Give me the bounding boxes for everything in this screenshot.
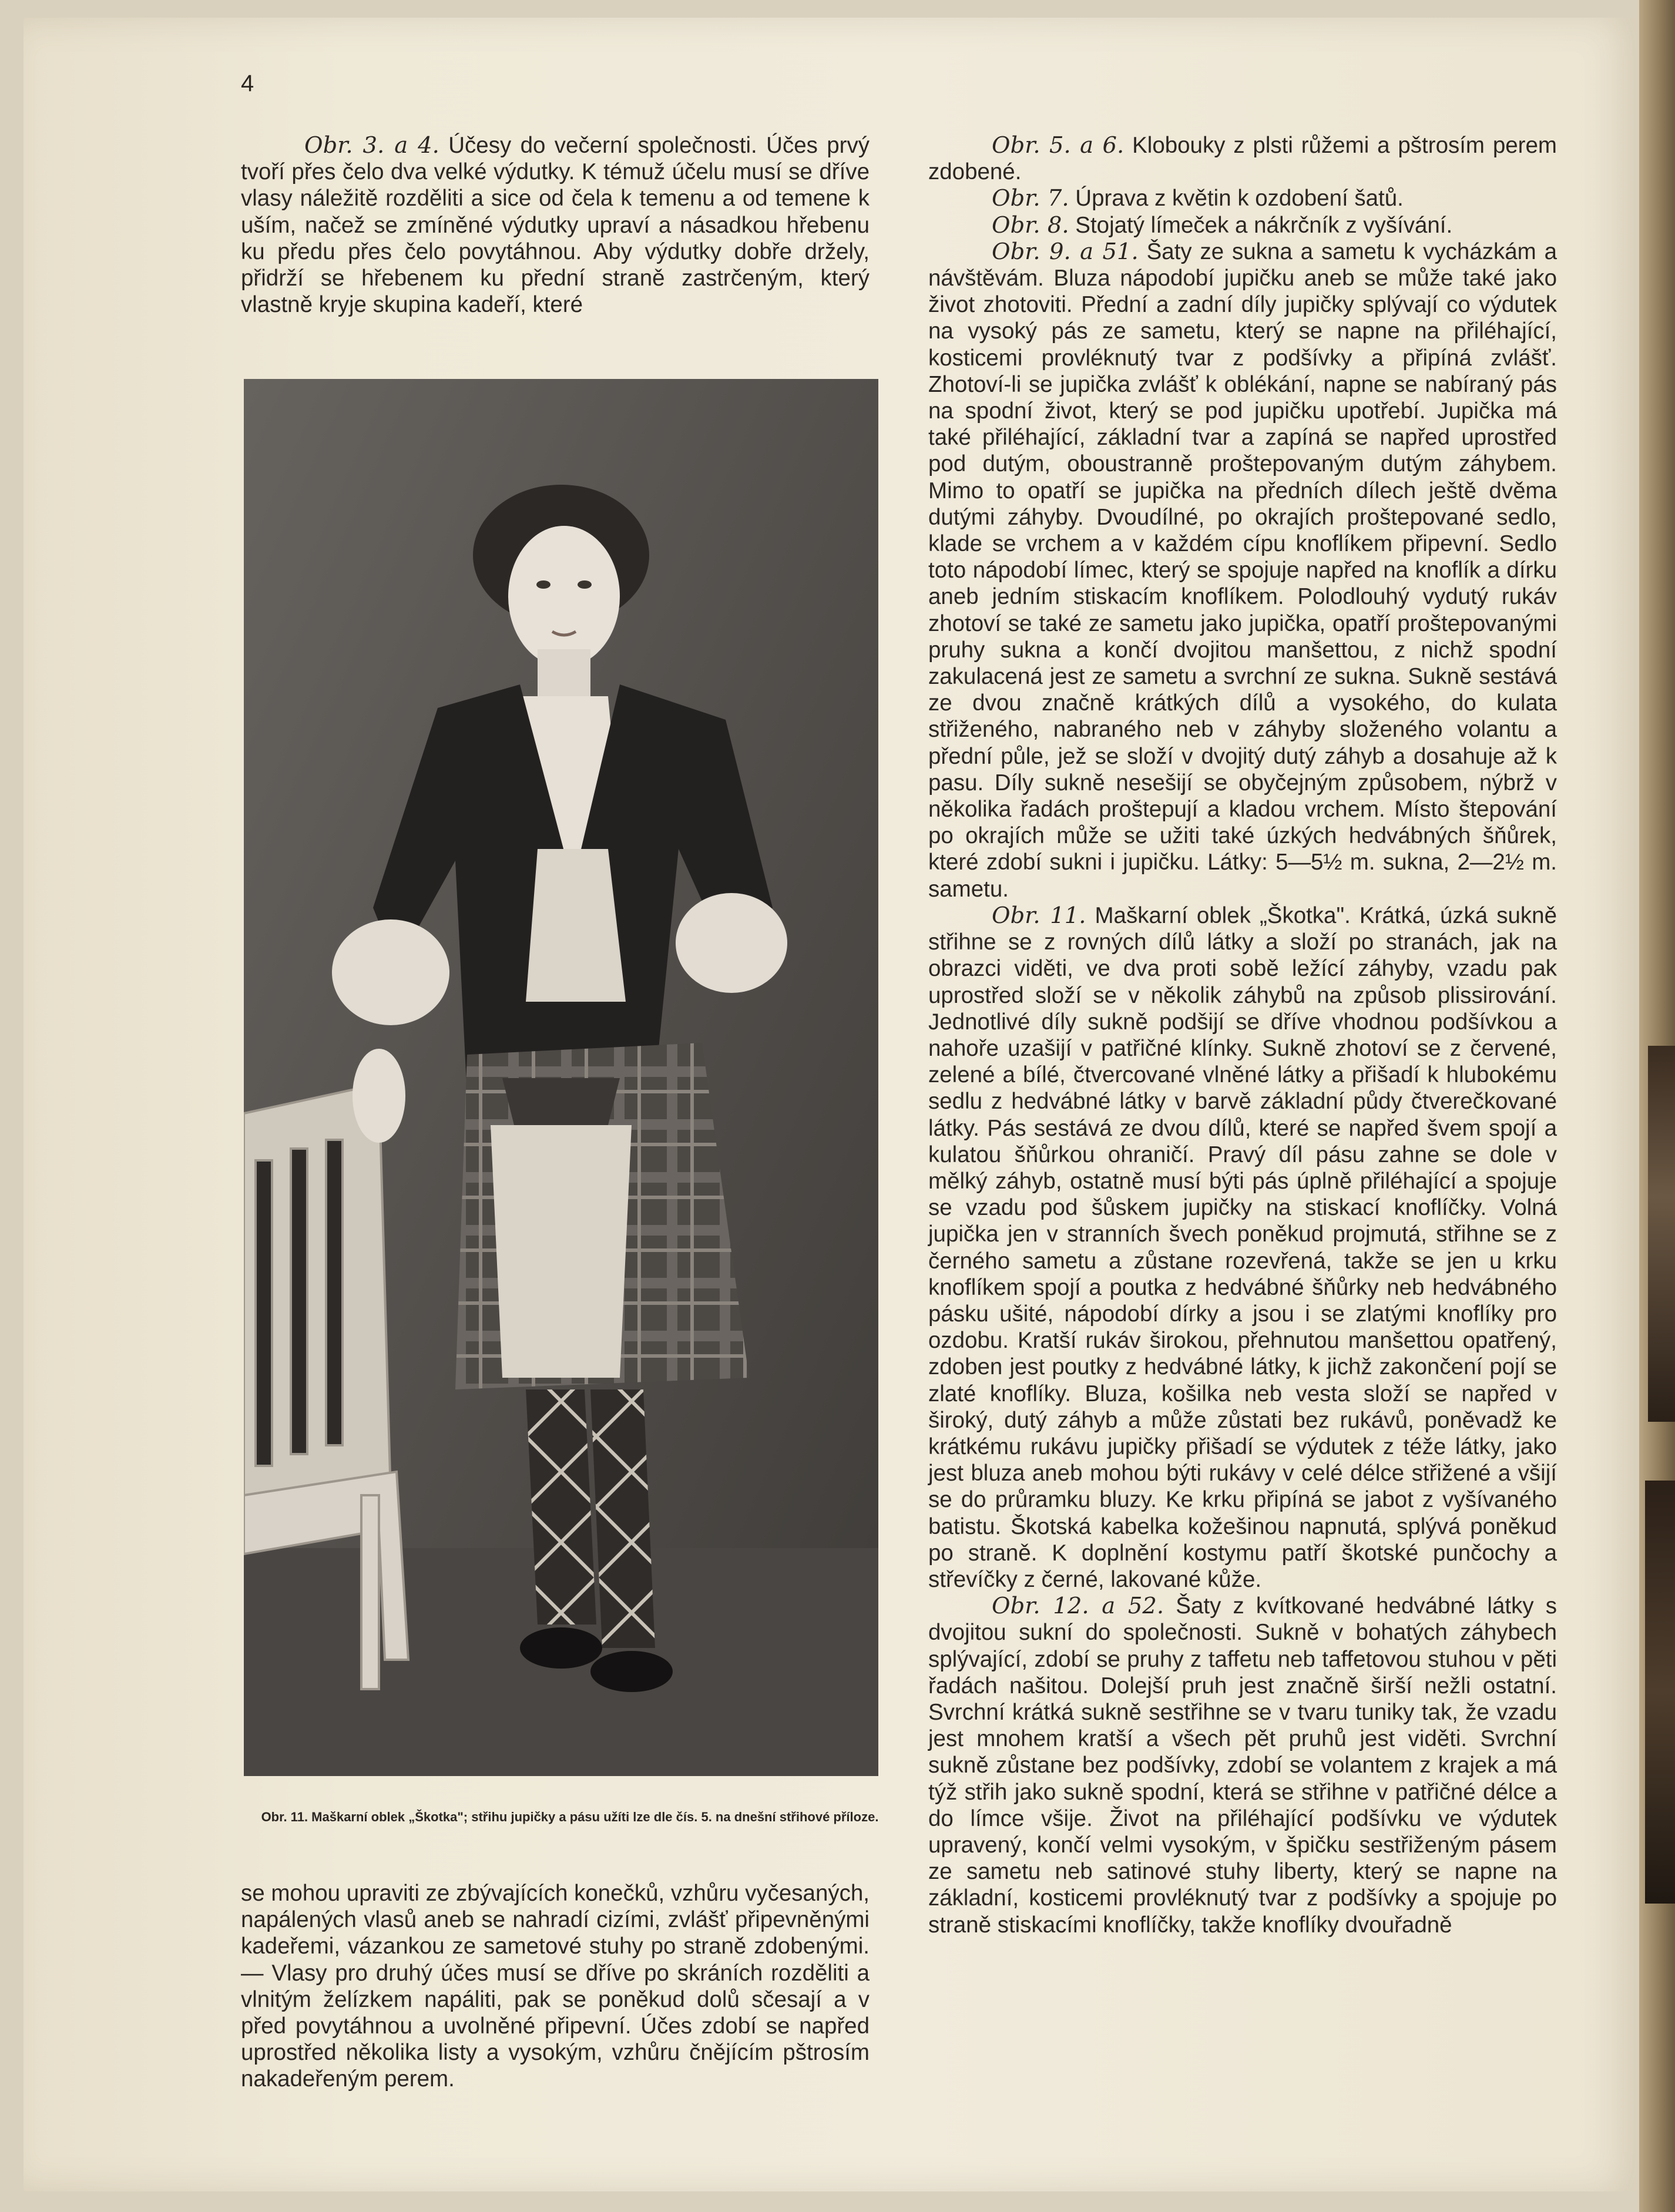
scottish-costume-illustration <box>244 379 878 1776</box>
adjacent-page-photo-edge <box>1648 1046 1675 1422</box>
adjacent-page-photo-edge-lower <box>1645 1481 1675 1904</box>
figure-illustration <box>244 379 878 1776</box>
right-column <box>928 132 1557 1938</box>
paragraph-obr-12-52 <box>928 1593 1557 1938</box>
figure-ref: Obr. 3. a 4. <box>304 132 439 159</box>
paragraph-text: Účesy do večerní společnosti. Účes prvý tvoří přes čelo dva velké výdutky. K témuž účelu musí se dříve vlasy náležitě rozděliti a sice od čela k temenu a od temene k uším, načež se zmíněné výdutky upraví a násadkou hřebenu ku předu přes čelo povytáhnou. Aby výdutky dobře držely, přidrží se hřebenem ku přední straně zastrčeným, který vlastně kryje skupina kadeří, které <box>241 133 870 318</box>
paragraph-continuation: se mohou upraviti ze zbývajících konečků, vzhůru vyčesaných, napálených vlasů aneb se nahradí cizími, zvlášť připevněnými kadeřemi, vázankou ze sametové stuhy po straně zdobenými. — Vlasy pro druhý účes musí se dříve po skráních rozděliti a vlnitým želízkem napáliti, pak se poněkud dolů sčesají a v před povytáhnou a uvolněné připevní. Účes zdobí se napřed uprostřed několika listy a vysokým, vzhůru čnějícím pštrosím nakadeřeným perem. <box>241 1881 870 2092</box>
figure-ref: Obr. 11. <box>992 902 1086 929</box>
paragraph-text: Maškarní oblek „Škotka". Krátká, úzká sukně střihne se z rovných dílů látky a složí po stranách, jak na obrazci viděti, ve dva proti sobě ležící záhyby, vzadu pak uprostřed složí se v několik záhybů na způsob plissirování. Jednotlivé díly sukně podšijí se dříve vhodnou podšívkou a nahoře uzašijí v patřičné klínky. Sukně zhotoví se z červené, zelené a bílé, čtvercované vlněné látky a přišadí k hlubokému sedlu z hedvábné látky v barvě základní půdy čtverečkované látky. Pás sestává ze dvou dílů, které se napřed švem spojí a kulatou šňůrkou ohraničí. Pravý díl pásu zahne se dole v mělký záhyb, ostatně musí býti pás úplně přiléhající a spojuje se vzadu pod šůskem jupičky na stiskací knoflíčky. Volná jupička jen v stranních švech poněkud projmutá, střihne se z černého sametu a zůstane rozevřená, takže se jen u krku knoflíkem spojí a poutka z hedvábné šňůrky neb hedvábného pásku ušité, nápodobí dírky a jsou i se zlatými knoflíky pro ozdobu. Kratší rukáv širokou, přehnutou manšettou opatřený, zdoben jest poutky z hedvábné látky, k jichž zakončení pojí se zlaté knoflíky. Bluza, košilka neb vesta složí se napřed v široký, dutý záhyb a může zůstati bez rukávů, poněvadž ke krátkému rukávu jupičky přišadí se výdutek z téže látky, jako jest bluza aneb mohou býti rukávy v celé délce střižené a všijí se do průramku bluzy. Ke krku připíná se jabot z vyšívaného batistu. Škotská kabelka kožešinou napnutá, splývá poněkud po straně. K doplnění kostymu patří škotské punčochy a střevíčky z černé, lakované kůže. <box>928 902 1557 1592</box>
paragraph-obr-8 <box>928 212 1557 239</box>
paragraph-obr-5-6 <box>928 132 1557 185</box>
paragraph-obr-7 <box>928 185 1557 212</box>
figure-caption: Obr. 11. Maškarní oblek „Škotka"; střihu jupičky a pásu užíti lze dle čís. 5. na dnešní střihové příloze. <box>261 1810 879 1824</box>
figure-ref: Obr. 9. a 51. <box>992 238 1139 265</box>
figure-ref: Obr. 5. a 6. <box>992 132 1125 159</box>
paragraph-obr-9-51 <box>928 239 1557 902</box>
left-column-top <box>241 132 870 318</box>
left-column-bottom <box>241 1880 870 2093</box>
paragraph-text: Šaty ze sukna a sametu k vycházkám a návštěvám. Bluza nápodobí jupičku aneb se může také jako život zhotoviti. Přední a zadní díly jupičky splývají co výdutek na vysoký pás ze sametu, který se napne na přiléhající, kosticemi provléknutý tvar z podšívky a připíná zvlášť. Zhotoví-li se jupička zvlášť k oblékání, napne se nabíraný pás na spodní život, který se pod jupičku upotřebí. Jupička má také přiléhající, základní tvar a zapíná se napřed uprostřed pod dutým, oboustranně proštepovaným dutým záhybem. Mimo to opatří se jupička na předních dílech ještě dvěma dutými záhyby. Dvoudílné, po okrajích proštepované sedlo, klade se vrchem a v každém cípu knoflíkem připevní. Sedlo toto nápodobí límec, který se spojuje napřed na knoflík a dírku aneb jedním stiskacím knoflíkem. Polodlouhý vydutý rukáv zhotoví se také ze sametu jako jupička, opatří proštepovanými pruhy sukna a končí dvojitou manšettou, z nichž spodní zakulacená jest ze sametu a svrchní ze sukna. Sukně sestává ze dvou značně krátkých dílů a vysokého, do kulata střiženého, nabraného neb v záhyby složeného volantu a přední půle, jež se složí v dvojitý dutý záhyb a dosahuje až k pasu. Díly sukně nesešijí se obyčejným způsobem, nýbrž v několika řadách proštepují a kladou vrchem. Místo štepování po okrajích může se užiti také úzkých hedvábných šňůrek, které zdobí sukni i jupičku. Látky: 5—5½ m. sukna, 2—2½ m. sametu. <box>928 239 1557 902</box>
paragraph-text: Úprava z květin k ozdobení šatů. <box>1069 186 1404 212</box>
paragraph-text: Šaty z kvítkované hedvábné látky s dvojitou sukní do společnosti. Sukně v bohatých záhybech splývající, zdobí se pruhy z taffetu neb taffetovou stuhou v pěti řadách našitou. Dolejší pruh jest značně širší nežli ostatní. Svrchní krátká sukně sestřihne se v tvaru tuniky tak, že vzadu jest mnohem kratší a všech pět pruhů jest viděti. Svrchní sukně zůstane bez podšívky, zdobí se volantem z krajek a má týž střih jako sukně spodní, která se střihne v patřičné délce a do límce všije. Život na přiléhající podšívku ve výdutek upravený, končí velmi vysokým, v špičku sestřiženým pásem ze sametu neb satinové stuhy liberty, který se napne na základní, kosticemi provléknutý tvar z podšívky a spojuje po straně stiskacími knoflíčky, takže knoflíky dvouřadně <box>928 1593 1557 1938</box>
page-number: 4 <box>241 71 254 96</box>
paragraph-obr-11 <box>928 902 1557 1593</box>
paragraph-text: Klobouky z plsti růžemi a pštrosím perem zdobené. <box>928 133 1557 185</box>
figure-ref: Obr. 7. <box>992 185 1069 212</box>
paragraph-obr-3-4 <box>241 132 870 318</box>
paragraph-text: Stojatý límeček a nákrčník z vyšívání. <box>1069 212 1453 238</box>
figure-ref: Obr. 8. <box>992 212 1069 239</box>
figure-ref: Obr. 12. a 52. <box>992 1593 1164 1620</box>
